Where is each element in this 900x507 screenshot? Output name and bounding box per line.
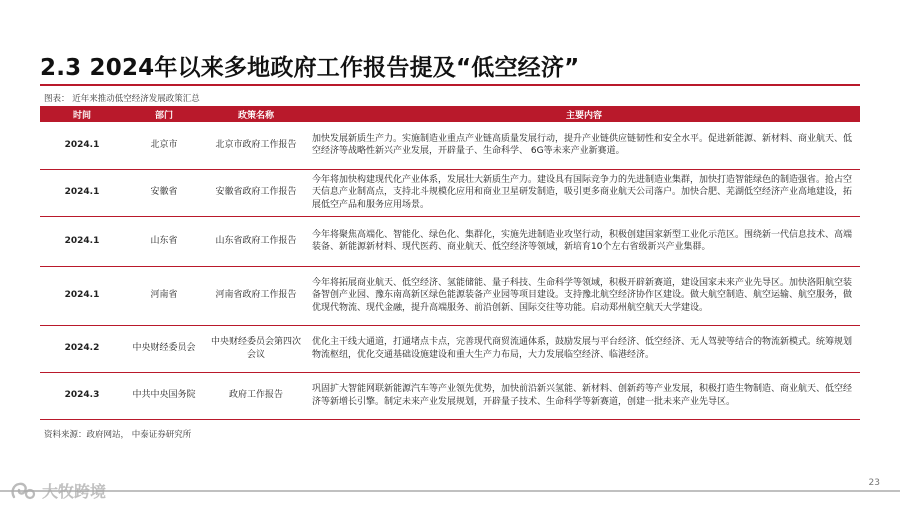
cell-dept: 河南省 — [124, 266, 204, 325]
title-divider — [40, 84, 860, 86]
page-title: 2.3 2024年以来多地政府工作报告提及“低空经济” — [40, 55, 580, 81]
cell-content: 加快发展新质生产力。实施制造业重点产业链高质量发展行动，提升产业链供应链韧性和安全水平。促进新能源、新材料、商业航天、低空经济等战略性新兴产业发展，开辟量子、生命科学、 6G等未来产业新赛道。 — [308, 122, 860, 169]
table-row — [40, 216, 860, 266]
cell-policy: 河南省政府工作报告 — [204, 266, 308, 325]
cell-content: 今年将拓展商业航天、低空经济、氢能储能、量子科技、生命科学等领域，积极开辟新赛道，建设国家未来产业先导区。加快洛阳航空装备智创产业园、豫东南高新区绿色能源装备产业园等项目建设。支持豫北航空经济协作区建设。做大航空制造、航空运输、航空服务，做优现代物流、现代金融，提升高端服务、前沿创新、国际交往等功能。启动郑州航空航天大学建设。 — [308, 266, 860, 325]
watermark — [10, 479, 106, 502]
cell-time: 2024.1 — [40, 266, 124, 325]
footer-divider — [0, 490, 900, 492]
page-number: 23 — [868, 478, 880, 488]
cell-time: 2024.3 — [40, 372, 124, 419]
watermark-logo-icon — [10, 480, 36, 502]
cell-time: 2024.1 — [40, 216, 124, 266]
table-row — [40, 169, 860, 216]
cell-dept: 北京市 — [124, 122, 204, 169]
cell-time: 2024.1 — [40, 122, 124, 169]
table-header-row — [40, 106, 860, 122]
table-row — [40, 266, 860, 325]
header-dept: 部门 — [124, 106, 204, 122]
cell-dept: 中共中央国务院 — [124, 372, 204, 419]
header-policy: 政策名称 — [204, 106, 308, 122]
cell-time: 2024.1 — [40, 169, 124, 216]
cell-dept: 山东省 — [124, 216, 204, 266]
cell-time: 2024.2 — [40, 325, 124, 372]
cell-policy: 政府工作报告 — [204, 372, 308, 419]
cell-policy: 中央财经委员会第四次会议 — [204, 325, 308, 372]
cell-content: 今年将加快构建现代化产业体系，发展壮大新质生产力。建设具有国际竞争力的先进制造业集群，加快打造智能绿色的制造强省。抢占空天信息产业制高点，支持北斗规模化应用和商业卫星研发制造，吸引更多商业航天公司落户。加快合肥、芜湖低空经济产业高地建设，拓展低空产品和服务应用场景。 — [308, 169, 860, 216]
cell-content: 巩固扩大智能网联新能源汽车等产业领先优势，加快前沿新兴氢能、新材料、创新药等产业发展，积极打造生物制造、商业航天、低空经济等新增长引擎。制定未来产业发展规划，开辟量子技术、生命科学等新赛道，创建一批未来产业先导区。 — [308, 372, 860, 419]
cell-policy: 山东省政府工作报告 — [204, 216, 308, 266]
table-row — [40, 372, 860, 419]
watermark-text: 大牧跨境 — [42, 482, 107, 501]
policy-table — [40, 106, 860, 420]
cell-content: 今年将聚焦高端化、智能化、绿色化、集群化，实施先进制造业攻坚行动，积极创建国家新型工业化示范区。围绕新一代信息技术、高端装备、新能源新材料、现代医药、商业航天、低空经济等领域，新培育10个左右省级新兴产业集群。 — [308, 216, 860, 266]
cell-dept: 中央财经委员会 — [124, 325, 204, 372]
cell-policy: 北京市政府工作报告 — [204, 122, 308, 169]
header-time: 时间 — [40, 106, 124, 122]
cell-dept: 安徽省 — [124, 169, 204, 216]
header-content: 主要内容 — [308, 106, 860, 122]
table-row — [40, 122, 860, 169]
table-row — [40, 325, 860, 372]
cell-policy: 安徽省政府工作报告 — [204, 169, 308, 216]
cell-content: 优化主干线大通道，打通堵点卡点，完善现代商贸流通体系，鼓励发展与平台经济、低空经济、无人驾驶等结合的物流新模式。统筹规划物流枢纽，优化交通基础设施建设和重大生产力布局，大力发展临空经济、临港经济。 — [308, 325, 860, 372]
table-caption: 图表： 近年来推动低空经济发展政策汇总 — [44, 94, 200, 104]
source-note: 资料来源：政府网站， 中泰证券研究所 — [44, 430, 192, 440]
